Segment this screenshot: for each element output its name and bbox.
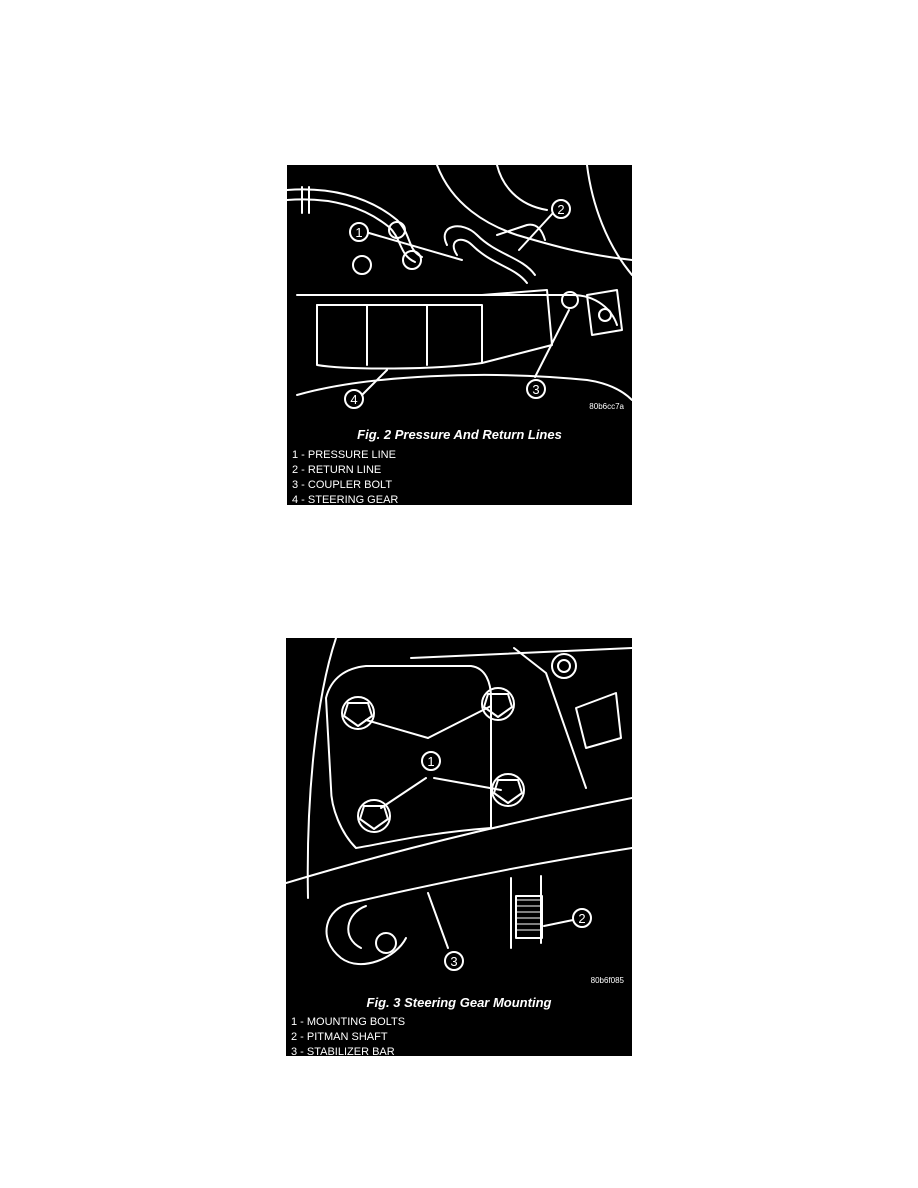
- callout-3: 3: [450, 954, 458, 969]
- callout-4: 4: [350, 392, 358, 407]
- legend-list: [291, 1015, 405, 1056]
- legend-item: 2 - RETURN LINE: [292, 464, 382, 476]
- callout-1: 1: [427, 754, 435, 769]
- callout-1: 1: [355, 225, 363, 240]
- illustration-gear-mounting: [286, 638, 632, 983]
- callout-2: 2: [578, 911, 586, 926]
- legend-item: 1 - MOUNTING BOLTS: [291, 1016, 406, 1028]
- figure-caption: Fig. 3 Steering Gear Mounting: [366, 995, 552, 1010]
- figure-pressure-return-lines: [287, 165, 632, 505]
- figure-steering-gear-mounting: [286, 638, 632, 1056]
- legend-list: [292, 448, 398, 505]
- legend-item: 1 - PRESSURE LINE: [292, 449, 396, 461]
- legend-item: 4 - STEERING GEAR: [292, 494, 399, 505]
- legend-item: 3 - STABILIZER BAR: [291, 1046, 395, 1056]
- callout-2: 2: [557, 202, 565, 217]
- legend-item: 2 - PITMAN SHAFT: [291, 1031, 388, 1043]
- image-code: 80b6f085: [590, 976, 624, 985]
- illustration-steering-lines: [287, 165, 632, 417]
- figure-caption: Fig. 2 Pressure And Return Lines: [357, 427, 562, 442]
- legend-item: 3 - COUPLER BOLT: [292, 479, 393, 491]
- image-code: 80b6cc7a: [589, 402, 624, 411]
- callout-3: 3: [532, 382, 540, 397]
